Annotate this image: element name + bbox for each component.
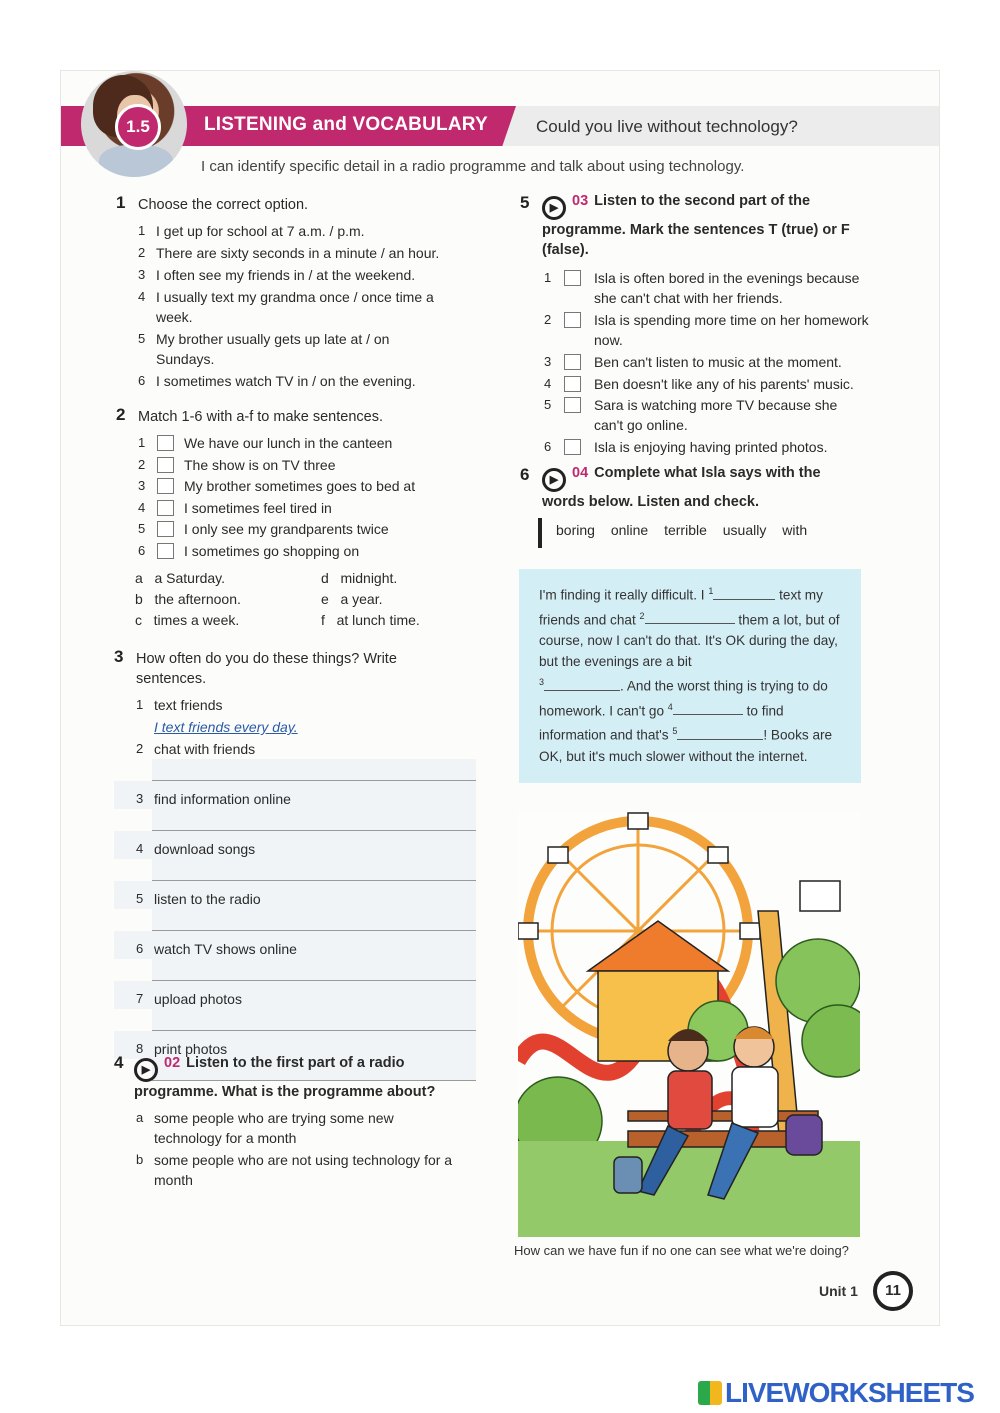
tf-item: 3 Ben can't listen to music at the moment. xyxy=(544,354,842,370)
exercise-1 xyxy=(116,195,476,391)
answer-box[interactable] xyxy=(157,500,174,516)
answer-line[interactable] xyxy=(152,809,476,831)
list-item: 5 listen to the radio xyxy=(114,881,476,909)
lesson-badge: 1.5 xyxy=(115,104,161,150)
lesson-title: LISTENING and VOCABULARY xyxy=(204,114,488,135)
answer-box[interactable] xyxy=(157,521,174,537)
exercise-number: 2 xyxy=(116,405,126,424)
lesson-question: Could you live without technology? xyxy=(536,117,798,136)
answer-box[interactable] xyxy=(564,439,581,455)
exercise-4 xyxy=(114,1053,476,1190)
gap-1[interactable] xyxy=(713,599,775,600)
funfair-picture xyxy=(518,811,860,1237)
answer-box[interactable] xyxy=(564,270,581,286)
page-number: 11 xyxy=(873,1271,913,1311)
tf-item: 1 Isla is often bored in the evenings because she can't chat with her friends. xyxy=(544,270,860,306)
word[interactable]: online xyxy=(610,522,649,538)
exercise-number: 5 xyxy=(520,193,530,212)
gap-4[interactable] xyxy=(673,714,743,715)
list-item: 4 download songs xyxy=(114,831,476,859)
match-item: 4 I sometimes feel tired in xyxy=(138,499,332,516)
list-item: 1 text friends xyxy=(136,697,223,713)
match-options: a a Saturday. d midnight. b the afternoon. e a year. c times a week. f at lunch time. xyxy=(135,570,420,628)
list-item[interactable]: 6 I sometimes watch TV in / on the evening. xyxy=(138,373,416,389)
list-item[interactable]: 1 I get up for school at 7 a.m. / p.m. xyxy=(138,223,365,239)
tf-item: 6 Isla is enjoying having printed photos. xyxy=(544,439,828,455)
answer-box[interactable] xyxy=(157,543,174,559)
list-item[interactable]: 5 My brother usually gets up late at / on Sundays. xyxy=(138,331,390,367)
list-item: 7 upload photos xyxy=(114,981,476,1009)
list-item[interactable]: a some people who are trying some new technology for a month xyxy=(136,1110,394,1146)
exercise-number: 4 xyxy=(114,1053,124,1072)
lesson-objective: I can identify specific detail in a radio programme and talk about using technology. xyxy=(201,158,745,175)
illustration-caption: How can we have fun if no one can see what we're doing? xyxy=(514,1243,849,1258)
exercise-title: ▶ 03 Listen to the second part of the programme. Mark the sentences T (true) or F (false). xyxy=(542,193,850,258)
exercise-2 xyxy=(116,407,476,634)
unit-label: Unit 1 xyxy=(819,1283,858,1299)
worksheet-page xyxy=(60,70,940,1326)
exercise-title: Choose the correct option. xyxy=(138,197,309,213)
gap-2[interactable] xyxy=(645,623,735,624)
exercise-title: ▶ 02 Listen to the first part of a radio programme. What is the programme about? xyxy=(134,1055,436,1100)
answer-box[interactable] xyxy=(157,435,174,451)
gap-fill-text: I'm finding it really difficult. I $^1$ text my friends and chat $^2$ them a lot, but of course, now I can't do that. It's OK during the day, but the evenings are a bit $^3$ . And the worst thing is trying to do homework. I can't go $^4$ to find information and that's $^5$ ! Books are OK, but it's much slower without the internet. xyxy=(519,569,861,783)
list-item: 2 chat with friends xyxy=(136,741,256,757)
answer-box[interactable] xyxy=(564,376,581,392)
example-answer: I text friends every day. xyxy=(154,719,298,735)
answer-line[interactable] xyxy=(152,959,476,981)
gap-3[interactable] xyxy=(544,690,620,691)
list-item: 8 print photos xyxy=(114,1031,476,1059)
match-item: 3 My brother sometimes goes to bed at xyxy=(138,478,416,494)
list-item[interactable]: 4 I usually text my grandma once / once time a week. xyxy=(138,289,434,325)
exercise-title: ▶ 04 Complete what Isla says with the words below. Listen and check. xyxy=(542,465,821,510)
exercise-6 xyxy=(520,463,850,512)
word[interactable]: terrible xyxy=(664,522,707,538)
word[interactable]: with xyxy=(782,522,808,538)
answer-line[interactable] xyxy=(152,859,476,881)
audio-icon[interactable]: ▶ xyxy=(542,468,566,492)
exercise-title: Match 1-6 with a-f to make sentences. xyxy=(138,409,383,425)
match-item: 5 I only see my grandparents twice xyxy=(138,521,389,537)
answer-box[interactable] xyxy=(157,457,174,473)
list-item: 6 watch TV shows online xyxy=(114,931,476,959)
answer-line[interactable] xyxy=(152,909,476,931)
match-item: 6 I sometimes go shopping on xyxy=(138,542,360,559)
answer-box[interactable] xyxy=(564,397,581,413)
answer-line[interactable] xyxy=(152,759,476,781)
answer-line[interactable] xyxy=(152,1009,476,1031)
brand-logo[interactable]: LIVEWORKSHEETS xyxy=(698,1377,974,1409)
list-item[interactable]: b some people who are not using technology for a month xyxy=(136,1152,453,1188)
audio-icon[interactable]: ▶ xyxy=(542,196,566,220)
tf-item: 4 Ben doesn't like any of his parents' music. xyxy=(544,376,854,392)
exercise-5 xyxy=(520,191,870,459)
tf-item: 2 Isla is spending more time on her homework now. xyxy=(544,312,869,348)
exercise-number: 3 xyxy=(114,647,124,666)
word[interactable]: usually xyxy=(722,522,767,538)
list-item: 3 find information online xyxy=(114,781,476,809)
tf-item: 5 Sara is watching more TV because she can't go online. xyxy=(544,397,838,433)
answer-box[interactable] xyxy=(564,354,581,370)
funfair-illustration xyxy=(518,811,860,1237)
audio-icon[interactable]: ▶ xyxy=(134,1058,158,1082)
answer-box[interactable] xyxy=(157,478,174,494)
answer-box[interactable] xyxy=(564,312,581,328)
word[interactable]: boring xyxy=(556,522,595,538)
list-item[interactable]: 3 I often see my friends in / at the weekend. xyxy=(138,267,416,283)
exercise-number: 1 xyxy=(116,193,126,212)
word-bank xyxy=(538,518,878,548)
list-item[interactable]: 2 There are sixty seconds in a minute / an hour. xyxy=(138,245,440,261)
exercise-number: 6 xyxy=(520,465,530,484)
gap-5[interactable] xyxy=(677,739,763,740)
brand-icon xyxy=(698,1381,722,1405)
exercise-title: How often do you do these things? Write sentences. xyxy=(136,651,397,687)
match-item: 1 We have our lunch in the canteen xyxy=(138,435,393,451)
exercise-3 xyxy=(114,649,476,1081)
match-item: 2 The show is on TV three xyxy=(138,456,336,473)
